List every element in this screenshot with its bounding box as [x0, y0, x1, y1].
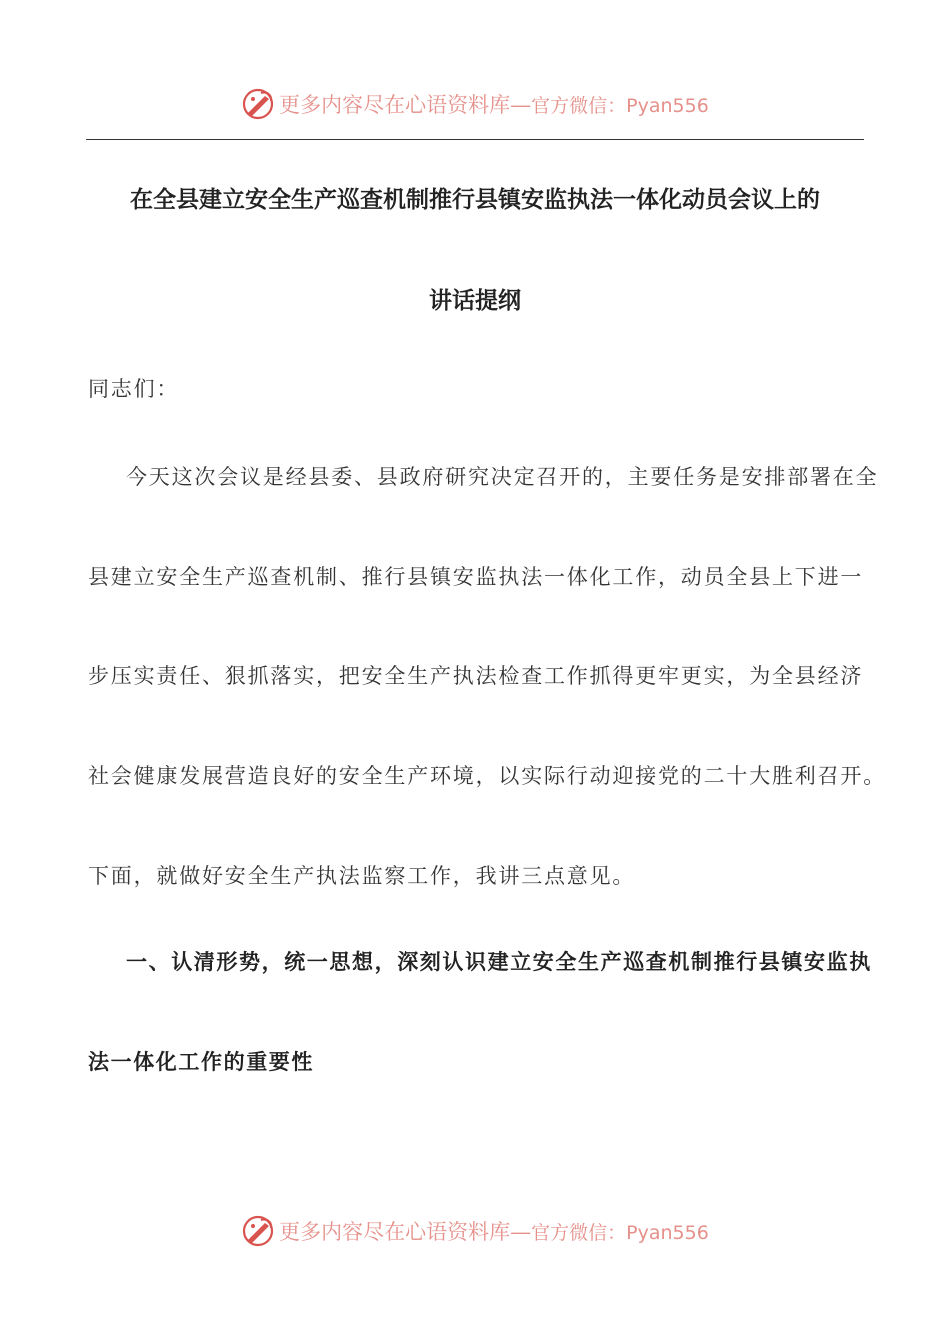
paragraph-line: 步压实责任、狠抓落实，把安全生产执法检查工作抓得更牢更实，为全县经济 [88, 664, 864, 688]
paragraph-line: 县建立安全生产巡查机制、推行县镇安监执法一体化工作，动员全县上下进一 [88, 565, 864, 589]
section-heading-line-1: 一、认清形势，统一思想，深刻认识建立安全生产巡查机制推行县镇安监执 [126, 950, 872, 974]
banner-wechat: 官方微信：Pyan556 [531, 1221, 709, 1244]
paragraph-line: 下面，就做好安全生产执法监察工作，我讲三点意见。 [88, 864, 636, 888]
paragraph-line: 今天这次会议是经县委、县政府研究决定召开的，主要任务是安排部署在全 [126, 465, 879, 489]
banner-wechat: 官方微信：Pyan556 [531, 94, 709, 117]
document-title-line-1: 在全县建立安全生产巡查机制推行县镇安监执法一体化动员会议上的 [130, 187, 820, 213]
document-title-line-2: 讲话提纲 [429, 288, 521, 314]
banner-text: 更多内容尽在心语资料库— [279, 1220, 532, 1244]
salutation: 同志们： [88, 377, 180, 401]
header-divider [86, 139, 864, 140]
pen-logo-icon [241, 1214, 275, 1248]
pen-logo-icon [241, 87, 275, 121]
header-banner [0, 84, 950, 124]
section-heading-line-2: 法一体化工作的重要性 [88, 1050, 314, 1074]
banner-text: 更多内容尽在心语资料库— [279, 93, 532, 117]
footer-banner [0, 1211, 950, 1251]
paragraph-line: 社会健康发展营造良好的安全生产环境，以实际行动迎接党的二十大胜利召开。 [88, 764, 886, 788]
